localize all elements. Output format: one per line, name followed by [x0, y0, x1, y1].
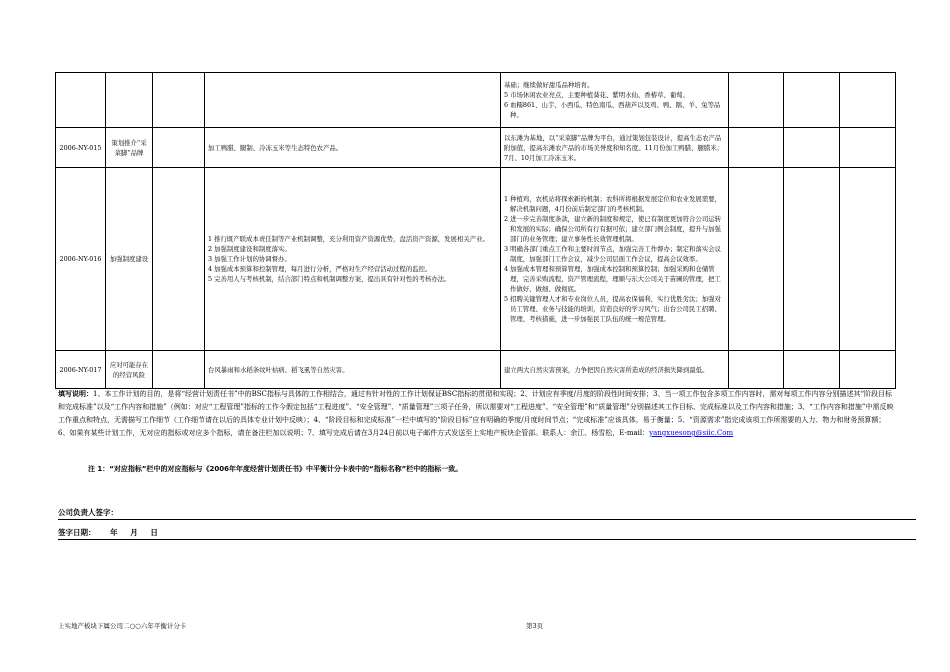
action-item: 4 加强成本管理和预算管理，加强成本控制和预算控制；加强采购和仓储管理，完善采购流程、资产管理流程，理顺与东大公司关于苗圃的管理，把工作做好、做细、做彻底。: [504, 265, 721, 293]
remark-cell: [840, 128, 896, 168]
indicator-cell: [106, 73, 153, 128]
code-cell: 2006-NY-016: [56, 168, 106, 351]
action-item: 2 进一步完善制度条款，建立新的制度和规定，使已有制度更加符合公司运转和发展的实际；确保公司所有行有据可依；建立部门例会制度，提升与加强部门的业务管理；建立事务性长效管理机制。: [504, 215, 721, 243]
resource-cell: [729, 73, 784, 128]
indicator-cell: 加强制度建设: [106, 168, 153, 351]
instructions-text: 1、本工作计划的目的，是将“经营计划责任书”中的BSC指标与具体的工作相结合，通过有针对性的工作计划保证BSC指标的贯彻和实现；2、计划应有季度/月度的阶段性时间安排；3、当一项工作包含多项工作内容时，需对每项工作内容分别描述其“阶段目标和完成标准”以及“工作内容和措施”（例如：对应“工程管理”指标的工作今假定包括“工程进度”、“安全管理”、“质量管理”三项子任务，所以需要对“工程进度”、“安全管理”和“质量管理”分别描述其工作目标、完成标准以及工作内容和措施；3、“工作内容和措施”中需反映工作重点和特点，无需描写工作细节（工作细节请在以后的具体专业计划中反映）；4、“阶段目标和完成标准”一栏中填写的“阶段目标”应有明确的季度/月度时间节点；“完成标准”应该具体，易于衡量；5、“资源需求”指完成该项工作所需要的人力、物力和财务预算额；6、如果有某些计划工作，无对应的指标或对应多个指标，请在备注栏加以说明；7、填写完成后请在3月24日前以电子邮件方式发送至上实地产板块企管部。联系人：余江、杨雪松，E-mail：: [58, 390, 894, 437]
indicator-cell: 应对可能存在的经营风险: [106, 351, 153, 389]
signature-date-row: [58, 527, 158, 538]
indicator-cell: 策划推介“采菜脚”品牌: [106, 128, 153, 168]
remark-cell: [840, 351, 896, 389]
actions-cell: 建立两大自然灾害预案，力争把因自然灾害所造成的经济损失降到最低。: [501, 351, 729, 389]
action-item: 5 市场休闲农业亮点，主要种植葵花、紫明水仙、香椿草、葡萄、: [504, 91, 690, 99]
goal-cell: [205, 168, 501, 351]
table-row: [56, 128, 896, 168]
instructions-lead: 填写说明：: [58, 390, 93, 398]
target-cell: [153, 168, 205, 351]
goal-item: 1 推行既产联成本责任制等产业机制调整，充分利用资产资源优势，盘活资产资源，发展相关产业。: [208, 235, 489, 243]
table-row: [56, 73, 896, 128]
signature-date-label: 签字日期：: [58, 528, 96, 537]
code-cell: [56, 73, 106, 128]
target-cell: [153, 351, 205, 389]
action-item: 基础；继续做好甜瓜品种培育。: [504, 81, 594, 89]
actions-cell: 以东滩为基地，以“采菜脚”品牌为平台，通过策划包装设计，提高生态农产品附加值，提高东滩农产品的市场美誉度和知名度。11月份加工鸭腊、腿腊米；7月、10月加工冷冻玉米。: [501, 128, 729, 168]
remark-cell: [840, 168, 896, 351]
action-item: 6 血糯861、山芋、小西瓜、特色南瓜、西葫芦以及鸡、鸭、鹅、羊、兔等品种。: [504, 101, 721, 119]
code-cell: 2006-NY-017: [56, 351, 106, 389]
table-row: [56, 351, 896, 389]
code-cell: 2006-NY-015: [56, 128, 106, 168]
owner-cell: [784, 73, 840, 128]
goal-item: 2 加强制度建设和制度落实。: [208, 245, 291, 253]
action-item: 3 明确各部门重点工作和主要时间节点，加强完善工作督办；制定和落实会议制度，加强部门工作会议，减少公司层面工作会议，提高会议效率。: [504, 245, 721, 263]
goal-cell: [205, 73, 501, 128]
actions-cell: [501, 73, 729, 128]
target-cell: [153, 73, 205, 128]
action-item: 1 种植鸡，农机站将探索新的机制；农科所将根据发展定位和农业发展需要，解决机制问题，4月份前后制定部门的考核机制。: [504, 195, 721, 213]
remark-cell: [840, 73, 896, 128]
owner-cell: [784, 168, 840, 351]
action-item: 5 招聘关键管理人才和专业岗位人员，提高农保福利，实行优胜劣汰；加强对员工管理、业务与技能的培训，营造良好的学习风气；出台公司民工招聘、管理、考核措施，进一步加强民工队伍的统一规范管理。: [504, 295, 721, 323]
footer-title: 上实地产板块下属公司二○○六年平衡计分卡: [58, 622, 187, 630]
goal-item: 5 完善用人与考核机制，结合部门特点和机制调整方案，提出具有针对性的考核办法。: [208, 275, 451, 283]
day-label: 日: [150, 528, 158, 537]
goal-item: 3 加强工作计划的协调督办。: [208, 255, 291, 263]
target-cell: [153, 128, 205, 168]
resource-cell: [729, 351, 784, 389]
actions-cell: [501, 168, 729, 351]
manager-signature-label: 公司负责人签字：: [58, 508, 118, 517]
goal-item: 4 加强成本预算和控制管理，每月进行分析，严格对生产经营活动过程的监控。: [208, 265, 432, 273]
resource-cell: [729, 168, 784, 351]
owner-cell: [784, 351, 840, 389]
table-row: [56, 168, 896, 351]
owner-cell: [784, 128, 840, 168]
page-number: 第3页: [526, 622, 544, 630]
month-label: 月: [130, 528, 138, 537]
year-label: 年: [110, 528, 118, 537]
divider: [58, 539, 916, 540]
work-plan-table: [55, 72, 896, 389]
resource-cell: [729, 128, 784, 168]
note-1: 注 1：“对应指标”栏中的对应指标与《2006年年度经营计划责任书》中平衡计分卡表中的“指标名称”栏中的指标一致。: [88, 465, 463, 473]
goal-cell: 加工鸭腊、腿制、冷冻玉米等生态特色农产品。: [205, 128, 501, 168]
divider: [58, 519, 916, 520]
goal-cell: 台风暴雨和水稻条纹叶枯病、稻飞虱等自然灾害。: [205, 351, 501, 389]
fill-instructions: [58, 388, 896, 440]
contact-email-link[interactable]: yangxuesong@siic.Com: [649, 429, 734, 437]
